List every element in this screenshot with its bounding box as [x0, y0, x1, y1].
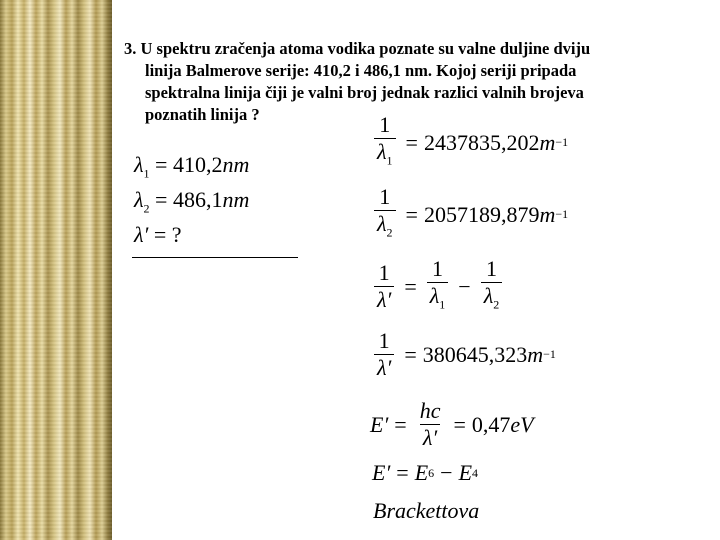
problem-number: 3.	[124, 39, 137, 58]
given-divider	[132, 257, 298, 258]
decorative-border	[0, 0, 112, 540]
given-unknown: λ′ = ?	[134, 222, 182, 247]
unknown-mark: ?	[171, 222, 182, 247]
problem-line-1: U spektru zračenja atoma vodika poznate su valne duljine dviju	[140, 39, 591, 58]
given-lambda1: $\lambda_1 = 410,2nm$	[134, 152, 250, 181]
problem-line-2: linija Balmerove serije: 410,2 i 486,1 nm. Kojoj seriji pripada	[145, 61, 577, 80]
problem-line-4: poznatih linija ?	[145, 105, 260, 124]
inv-lambda1-value: 2437835,202	[423, 129, 540, 155]
inv-lambda-prime-value: 380645,323	[422, 341, 528, 367]
energy-value: 0,47	[471, 411, 511, 437]
answer-series: Brackettova	[373, 498, 480, 523]
lambda1-unit: nm	[222, 152, 250, 177]
equation-inv-lambda1: $\frac{1}{\lambda_1}$ = 2437835,202 m −1	[370, 112, 568, 173]
problem-line-3: spektralna linija čiji je valni broj jednak razlici valnih brojeva	[145, 83, 584, 102]
equation-difference: $\frac{1}{\lambda'}$ = $\frac{1}{\lambda_1}$ − $\frac{1}{\lambda_2}$	[370, 256, 506, 317]
given-lambda2: $\lambda_2 = 486,1nm$	[134, 187, 250, 216]
lambda2-value: 486,1	[172, 187, 223, 212]
lambda2-unit: nm	[222, 187, 250, 212]
equation-levels: E′ = E 6 − E 4	[372, 460, 479, 485]
equation-energy: E′ = $\frac{hc}{\lambda'}$ = 0,47 eV	[370, 398, 534, 450]
equation-inv-lambda-prime: $\frac{1}{\lambda'}$ = 380645,323 m −1	[370, 328, 556, 381]
energy-unit: eV	[510, 411, 534, 437]
lambda1-value: 410,2	[172, 152, 223, 177]
equation-inv-lambda2: $\frac{1}{\lambda_2}$ = 2057189,879 m −1	[370, 184, 568, 245]
inv-lambda2-value: 2057189,879	[423, 201, 540, 227]
